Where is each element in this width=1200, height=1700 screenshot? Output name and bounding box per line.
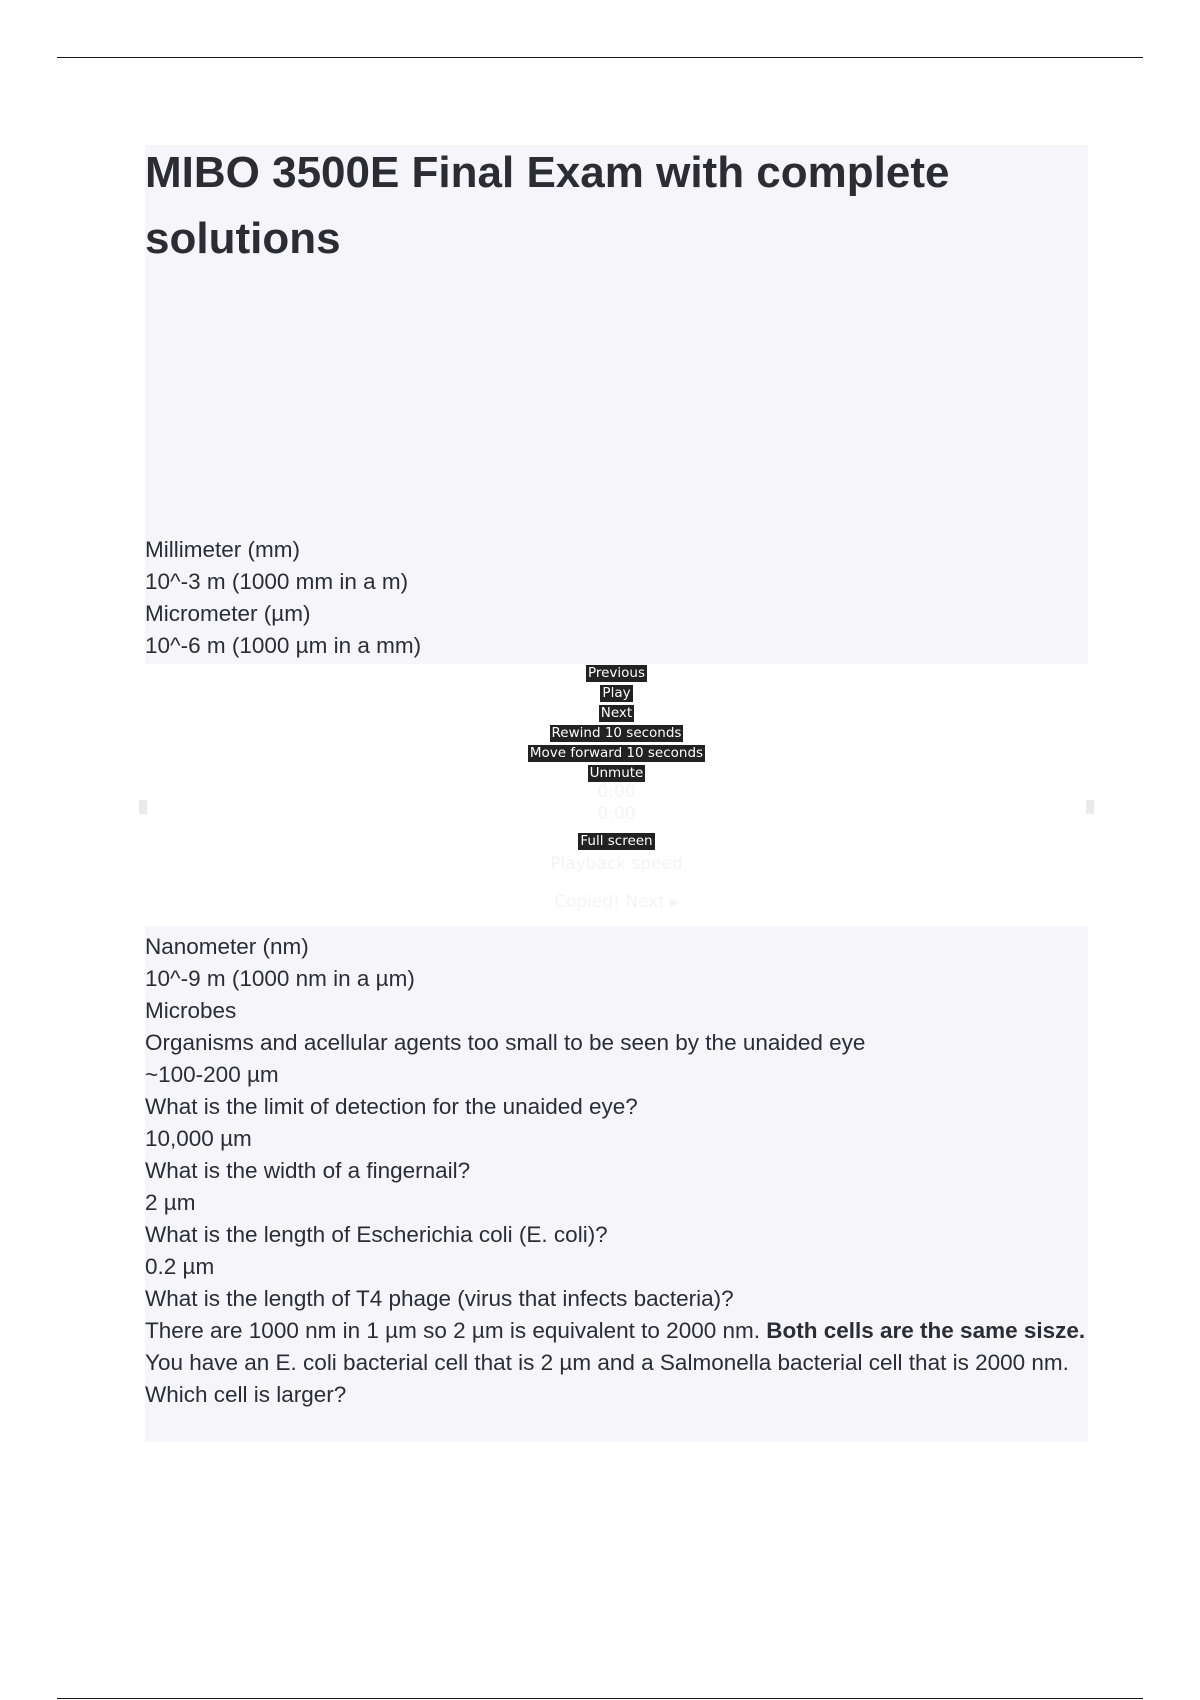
text-line: Micrometer (µm) [145,601,311,626]
fullscreen-button[interactable]: Full screen [580,833,653,849]
definitions-block-2 [145,931,1089,1411]
playback-speed-label[interactable]: Playback speed [550,854,683,874]
text-line: 10,000 µm [145,1126,252,1151]
previous-button[interactable]: Previous [587,665,646,681]
unmute-button[interactable]: Unmute [589,765,644,781]
next-button[interactable]: Next [600,705,633,721]
answer-text: There are 1000 nm in 1 µm so 2 µm is equivalent to 2000 nm. [145,1318,767,1343]
text-line: 10^-9 m (1000 nm in a µm) [145,966,415,991]
text-line: What is the length of Escherichia coli (E. coli)? [145,1222,608,1247]
playback-speed-value[interactable]: Copied! Next ▸ [554,892,679,912]
footer-rule [57,1698,1143,1699]
document-title: MIBO 3500E Final Exam with complete solutions [145,148,950,263]
forward-button[interactable]: Move forward 10 seconds [529,745,704,761]
text-line: Nanometer (nm) [145,934,309,959]
text-line: 10^-6 m (1000 µm in a mm) [145,633,422,658]
text-line: Organisms and acellular agents too small to be seen by the unaided eye [145,1030,866,1055]
text-line: 2 µm [145,1190,196,1215]
text-line: 0.2 µm [145,1254,215,1279]
time-total: 0:00 [597,804,636,824]
text-line: What is the limit of detection for the unaided eye? [145,1094,638,1119]
text-line: ~100-200 µm [145,1062,279,1087]
play-button[interactable]: Play [602,685,631,701]
header-rule [57,57,1143,58]
media-player [145,664,1088,926]
answer-bold-text: Both cells are the same sisze. [766,1318,1086,1343]
text-line: Microbes [145,998,237,1023]
text-line: 10^-3 m (1000 mm in a m) [145,569,409,594]
text-line: Millimeter (mm) [145,537,300,562]
text-line: What is the width of a fingernail? [145,1158,471,1183]
rewind-button[interactable]: Rewind 10 seconds [551,725,682,741]
definitions-block-1 [145,534,1089,662]
time-current: 0:00 [597,782,636,802]
answer-paragraph [145,1315,1089,1347]
text-line: What is the length of T4 phage (virus that infects bacteria)? [145,1286,734,1311]
final-question: You have an E. coli bacterial cell that is 2 µm and a Salmonella bacterial cell that is 2000 nm. Which cell is larger? [145,1350,1069,1407]
